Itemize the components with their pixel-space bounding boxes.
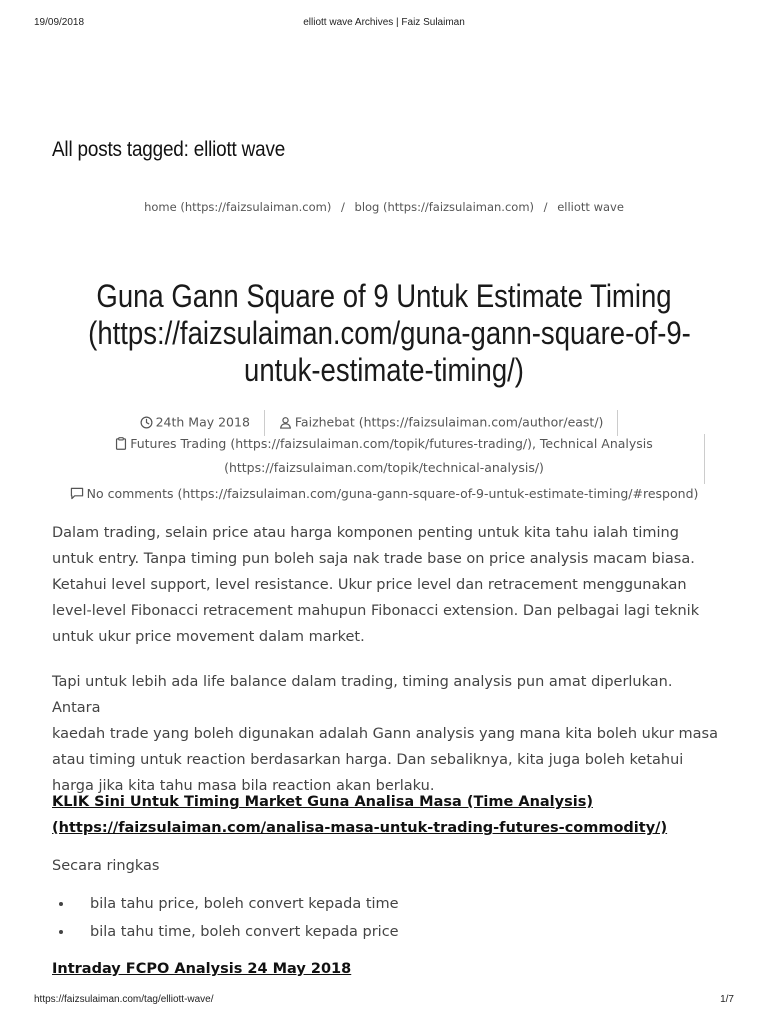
breadcrumb (0, 200, 768, 214)
paragraph-line: Dalam trading, selain price atau harga komponen penting untuk kita tahu ialah timing (52, 525, 679, 541)
list-item: • bila tahu price, boleh convert kepada time (74, 890, 399, 918)
paragraph-line: Tapi untuk lebih ada life balance dalam trading, timing analysis pun amat diperlukan. Antara (52, 674, 673, 716)
post-category-technical-link[interactable]: (https://faizsulaiman.com/topik/technical-analysis/) (224, 460, 544, 475)
paragraph-line: kaedah trade yang boleh digunakan adalah Gann analysis yang mana kita boleh ukur masa (52, 726, 718, 742)
breadcrumb-current: elliott wave (557, 200, 624, 214)
paragraph-line: level-level Fibonacci retracement mahupun Fibonacci extension. Dan pelbagai lagi teknik (52, 603, 700, 619)
post-title (40, 278, 728, 389)
user-icon (279, 416, 292, 429)
time-analysis-link[interactable] (52, 794, 667, 836)
post-date: 24th May 2018 (155, 414, 250, 430)
meta-divider (264, 410, 265, 436)
paragraph-line: untuk entry. Tanpa timing pun boleh saja nak trade base on price analysis macam biasa. (52, 551, 695, 567)
post-categories-row (0, 436, 768, 451)
paragraph-line: harga jika kita tahu masa bila reaction akan berlaku. (52, 778, 435, 794)
paragraph-1 (52, 520, 722, 650)
post-author-link[interactable]: Faizhebat (https://faizsulaiman.com/author/east/) (294, 414, 604, 430)
post-title-line: Guna Gann Square of 9 Untuk Estimate Timing (96, 278, 672, 314)
summary-text: Secara ringkas (52, 858, 160, 874)
print-footer (0, 994, 768, 1008)
breadcrumb-separator: / (341, 200, 345, 214)
print-page-number: 1/7 (720, 994, 734, 1005)
post-comments-link[interactable]: No comments (https://faizsulaiman.com/guna-gann-square-of-9-untuk-estimate-timing/#respond) (86, 486, 699, 501)
paragraph-line: Ketahui level support, level resistance. Ukur price level dan retracement menggunakan (52, 577, 687, 593)
paragraph-line: atau timing untuk reaction berdasarkan harga. Dan sebaliknya, kita juga boleh ketahui (52, 752, 684, 768)
list-item: • bila tahu time, boleh convert kepada price (74, 918, 399, 946)
print-header (0, 17, 768, 31)
summary-label (52, 853, 722, 879)
post-title-link[interactable] (40, 278, 728, 389)
print-url: https://faizsulaiman.com/tag/elliott-wave/ (34, 994, 214, 1005)
archive-title: All posts tagged: elliott wave (52, 138, 286, 161)
time-analysis-link-block (52, 789, 732, 841)
post-title-line: (https://faizsulaiman.com/guna-gann-square-of-9- (88, 315, 691, 351)
print-page-title: elliott wave Archives | Faiz Sulaiman (303, 17, 465, 28)
paragraph-line: untuk ukur price movement dalam market. (52, 629, 365, 645)
breadcrumb-blog-link[interactable]: blog (https://faizsulaiman.com) (354, 200, 535, 214)
clock-icon (140, 416, 153, 429)
post-categories-row-cont (0, 460, 768, 475)
post-title-line: untuk-estimate-timing/) (244, 352, 524, 388)
breadcrumb-home-link[interactable]: home (https://faizsulaiman.com) (144, 200, 332, 214)
meta-divider (617, 410, 618, 436)
intraday-link-block (52, 956, 351, 982)
paragraph-2 (52, 669, 722, 799)
summary-list (52, 890, 399, 946)
print-date: 19/09/2018 (34, 17, 85, 28)
meta-divider (704, 434, 705, 484)
intraday-analysis-link[interactable]: Intraday FCPO Analysis 24 May 2018 (52, 961, 352, 977)
link-line: (https://faizsulaiman.com/analisa-masa-untuk-trading-futures-commodity/) (52, 820, 668, 836)
clipboard-icon (115, 437, 127, 450)
post-meta-row (0, 410, 768, 436)
post-categories-link[interactable]: Futures Trading (https://faizsulaiman.com/topik/futures-trading/), Technical Analysis (130, 436, 653, 451)
comment-icon (70, 487, 84, 500)
link-line: KLIK Sini Untuk Timing Market Guna Analisa Masa (Time Analysis) (52, 794, 593, 810)
breadcrumb-separator: / (543, 200, 548, 214)
post-comments-row (0, 486, 768, 501)
